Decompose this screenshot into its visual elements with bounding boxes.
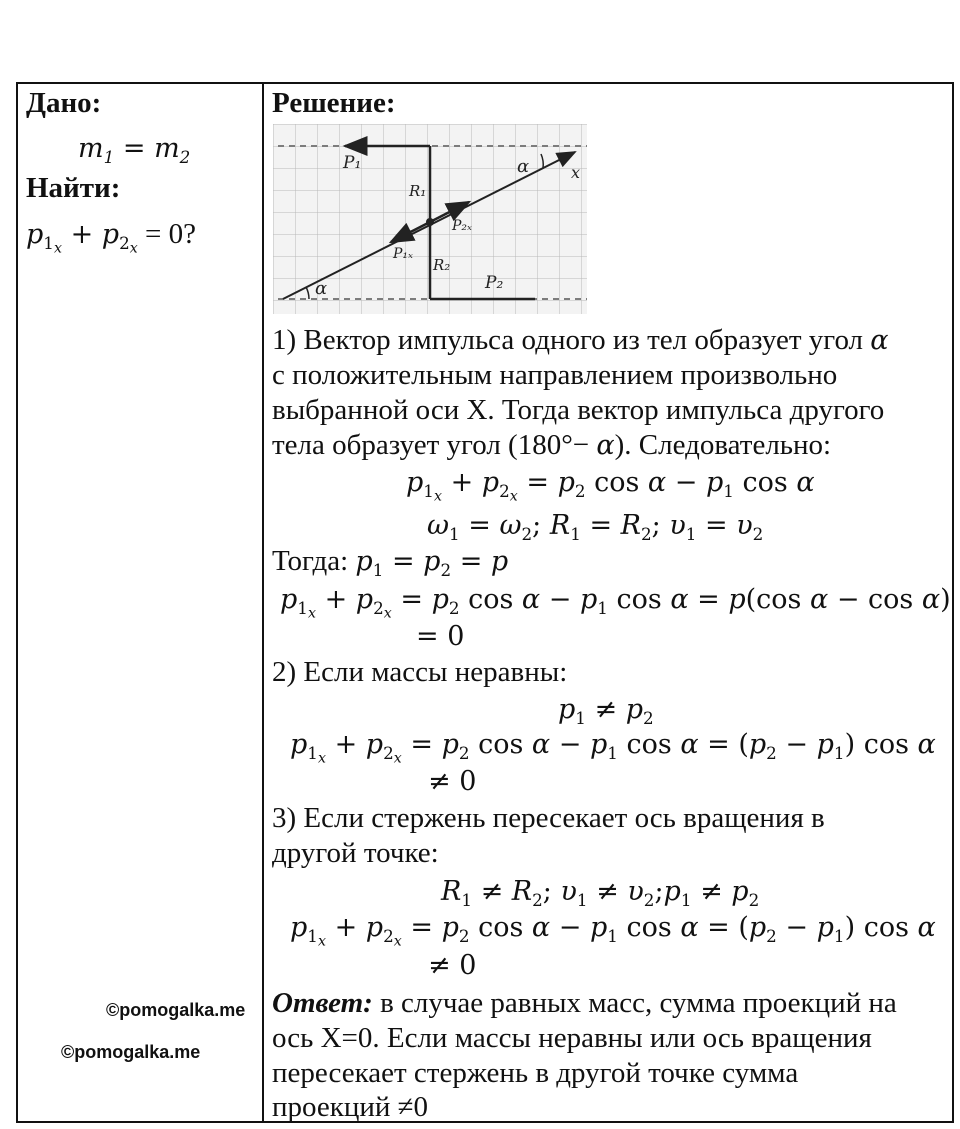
given-title: Дано:: [26, 87, 102, 119]
formula-p-unequal: $p_1 \ne p_2$: [558, 694, 654, 728]
step1-line: с положительным направлением произвольно: [272, 359, 838, 391]
label-p1: P₁: [343, 153, 362, 173]
label-x-axis: x: [571, 163, 581, 182]
step3-line: 3) Если стержень пересекает ось вращения в: [272, 802, 825, 834]
formula-equal-masses: $p_{1_x} + p_{2_x} = p_2$ $\cos \alpha - p_1$ cos α = p(cos α − cos α): [280, 584, 951, 622]
answer-line: ось X=0. Если массы неравны или ось вращения: [272, 1022, 872, 1054]
watermark: ©pomogalka.me: [61, 1042, 201, 1062]
formula-different-point-sum: $p_{1_x} + p_{2_x} = p_2$ $\cos \alpha - p_1$ $\cos \alpha = (p_2 - p_1)$ cos α: [290, 912, 936, 950]
formula-projection-sum: $p_{1_x} + p_{2_x} = p_2$ $\cos \alpha - p_1$ cos α: [406, 467, 815, 505]
formula-unequal-masses: $p_{1_x} + p_{2_x} = p_2$ $\cos \alpha - p_1$ $\cos \alpha = (p_2 - p_1)$ cos α: [290, 729, 936, 767]
formula-different-point-result: ≠ 0: [428, 950, 477, 981]
given-mass-equality: $m_1 = m_2$: [78, 133, 191, 167]
label-alpha-top: α: [517, 156, 530, 177]
solution-title: Решение:: [272, 87, 396, 119]
step1-line: выбранной оси X. Тогда вектор импульса другого: [272, 394, 885, 426]
formula-equal-masses-result: = 0: [416, 621, 465, 652]
formula-unequal-masses-result: ≠ 0: [428, 766, 477, 797]
formula-different-point: $R_1 \ne R_2$; $\upsilon_1$ ≠ $\upsilon_2;p_1 \ne p_2$: [441, 876, 760, 910]
watermark: ©pomogalka.me: [106, 1000, 246, 1020]
step1-line: 1) Вектор импульса одного из тел образует угол α: [272, 324, 889, 356]
answer-label: Ответ:: [272, 987, 373, 1019]
answer-line: пересекает стержень в другой точке сумма: [272, 1057, 799, 1089]
label-p2x: P₂ₓ: [452, 218, 473, 234]
label-p1x: P₁ₓ: [393, 246, 414, 262]
step3-line: другой точке:: [272, 837, 439, 869]
label-r2: R₂: [433, 256, 451, 274]
label-p2: P₂: [485, 273, 504, 293]
step2-line: 2) Если массы неравны:: [272, 656, 568, 688]
answer-line: проекций ≠0: [272, 1091, 429, 1123]
label-r1: R₁: [409, 182, 427, 200]
formula-equalities: $\omega_1 = \omega_2$; $R_1 = R_2$; $\upsilon_1 = \upsilon_2$: [427, 510, 764, 544]
label-alpha-bottom: α: [315, 278, 328, 299]
find-expression: $p_{1_x} + p_{2_x} = 0$?: [26, 218, 196, 257]
vector-diagram: [273, 124, 587, 314]
then-line: Тогда: $p_1 = p_2 = p$: [272, 545, 509, 580]
step1-line: тела образует угол (180°− α). Следовательно:: [272, 429, 832, 461]
column-divider: [262, 82, 264, 1123]
rotation-axis-point: [426, 218, 434, 226]
answer-line: Ответ: в случае равных масс, сумма проекций на: [272, 987, 897, 1019]
find-title: Найти:: [26, 172, 121, 204]
